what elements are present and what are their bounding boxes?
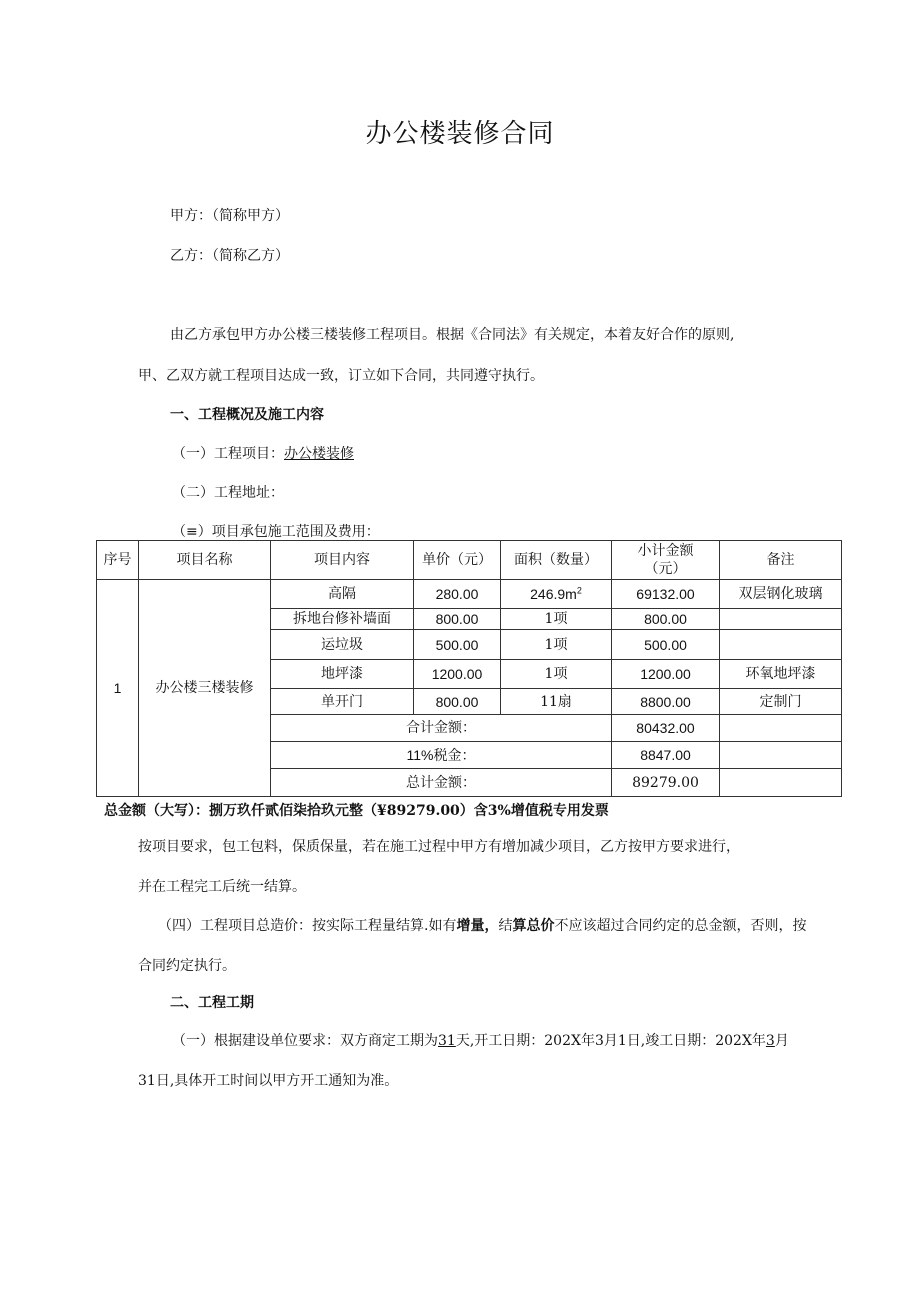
total-cost-clause bbox=[158, 915, 806, 935]
project-address-line: （二）工程地址： bbox=[172, 485, 284, 501]
sum-note bbox=[720, 715, 842, 742]
tax-label: 11%税金： bbox=[271, 742, 612, 769]
total-amount-in-words: 总金额（大写）：捌万玖仟贰佰柒拾玖元整（¥89279.00）含3%增值税专用发票 bbox=[104, 803, 609, 819]
header-cell: 序号 bbox=[97, 541, 139, 580]
subtotal-cell: 8800.00 bbox=[612, 689, 720, 715]
party-b: 乙方：（简称乙方） bbox=[170, 248, 289, 264]
project-item-value: 办公楼装修 bbox=[284, 446, 354, 462]
seq-cell: 1 bbox=[97, 580, 139, 797]
total-value: 89279.00 bbox=[612, 769, 720, 797]
construction-period-line-1 bbox=[172, 1030, 789, 1050]
total-label: 总计金额： bbox=[271, 769, 612, 797]
project-scope-line: （≡）项目承包施工范围及费用： bbox=[172, 524, 380, 540]
subtotal-cell: 800.00 bbox=[612, 609, 720, 630]
content-cell: 单开门 bbox=[271, 689, 414, 715]
period-text: 月 bbox=[774, 1033, 789, 1049]
document-title: 办公楼装修合同 bbox=[365, 119, 555, 149]
price-cell: 1200.00 bbox=[414, 660, 501, 689]
emphasis-increase: 增量， bbox=[456, 918, 499, 934]
subtotal-cell: 500.00 bbox=[612, 630, 720, 660]
header-cell: 单价（元） bbox=[414, 541, 501, 580]
section-1-heading: 一、工程概况及施工内容 bbox=[170, 407, 324, 423]
content-cell: 拆地台修补墙面 bbox=[271, 609, 414, 630]
price-cell: 800.00 bbox=[414, 689, 501, 715]
tax-value: 8847.00 bbox=[612, 742, 720, 769]
qty-cell bbox=[501, 580, 612, 609]
qty-cell: 1项 bbox=[501, 660, 612, 689]
table-header-row bbox=[97, 541, 842, 580]
total-cost-clause-text: 不应该超过合同约定的总金额，否则，按 bbox=[554, 918, 807, 934]
total-cost-clause-text: 结 bbox=[498, 918, 513, 934]
header-cell: 项目内容 bbox=[271, 541, 414, 580]
price-cell: 280.00 bbox=[414, 580, 501, 609]
price-cell: 500.00 bbox=[414, 630, 501, 660]
qty-cell: 11扇 bbox=[501, 689, 612, 715]
project-item-label: （一）工程项目： bbox=[172, 446, 284, 462]
table-row bbox=[97, 580, 842, 609]
period-text: 天,开工日期：202X年3月1日,竣工日期：202X年 bbox=[455, 1033, 766, 1049]
sum-label: 合计金额： bbox=[271, 715, 612, 742]
header-cell: 小计金额 （元） bbox=[612, 541, 720, 580]
total-cost-clause-text: （四）工程项目总造价：按实际工程量结算.如有 bbox=[158, 918, 457, 934]
intro-line-1: 由乙方承包甲方办公楼三楼装修工程项目。根据《合同法》有关规定，本着友好合作的原则, bbox=[170, 327, 735, 343]
total-cost-clause-line-2: 合同约定执行。 bbox=[138, 958, 236, 974]
total-note bbox=[720, 769, 842, 797]
subtotal-cell: 69132.00 bbox=[612, 580, 720, 609]
fee-table bbox=[96, 540, 842, 797]
note-cell: 双层钢化玻璃 bbox=[720, 580, 842, 609]
project-name-cell: 办公楼三楼装修 bbox=[139, 580, 271, 797]
qty-superscript: 2 bbox=[576, 585, 582, 596]
qty-cell: 1项 bbox=[501, 630, 612, 660]
section-2-heading: 二、工程工期 bbox=[170, 995, 254, 1011]
subtotal-cell: 1200.00 bbox=[612, 660, 720, 689]
note-cell bbox=[720, 630, 842, 660]
content-cell: 运垃圾 bbox=[271, 630, 414, 660]
construction-period-line-2: 31日,具体开工时间以甲方开工通知为准。 bbox=[138, 1073, 399, 1089]
period-month: 3 bbox=[765, 1033, 775, 1049]
qty-cell: 1项 bbox=[501, 609, 612, 630]
intro-line-2: 甲、乙双方就工程项目达成一致，订立如下合同，共同遵守执行。 bbox=[138, 368, 544, 384]
note-cell: 定制门 bbox=[720, 689, 842, 715]
content-cell: 高隔 bbox=[271, 580, 414, 609]
header-cell: 备注 bbox=[720, 541, 842, 580]
price-cell: 800.00 bbox=[414, 609, 501, 630]
party-a: 甲方：（简称甲方） bbox=[170, 208, 289, 224]
contract-terms-line-1: 按项目要求，包工包料，保质保量，若在施工过程中甲方有增加减少项目，乙方按甲方要求进行， bbox=[138, 839, 740, 855]
period-days: 31 bbox=[438, 1033, 456, 1049]
emphasis-total-price: 算总价 bbox=[512, 918, 555, 934]
header-cell: 项目名称 bbox=[139, 541, 271, 580]
contract-terms-line-2: 并在工程完工后统一结算。 bbox=[138, 879, 306, 895]
tax-note bbox=[720, 742, 842, 769]
qty-value: 246.9m bbox=[530, 586, 577, 602]
period-text: （一）根据建设单位要求：双方商定工期为 bbox=[172, 1033, 438, 1049]
note-cell: 环氧地坪漆 bbox=[720, 660, 842, 689]
content-cell: 地坪漆 bbox=[271, 660, 414, 689]
note-cell bbox=[720, 609, 842, 630]
header-cell: 面积（数量） bbox=[501, 541, 612, 580]
project-item-line bbox=[172, 443, 354, 463]
sum-value: 80432.00 bbox=[612, 715, 720, 742]
